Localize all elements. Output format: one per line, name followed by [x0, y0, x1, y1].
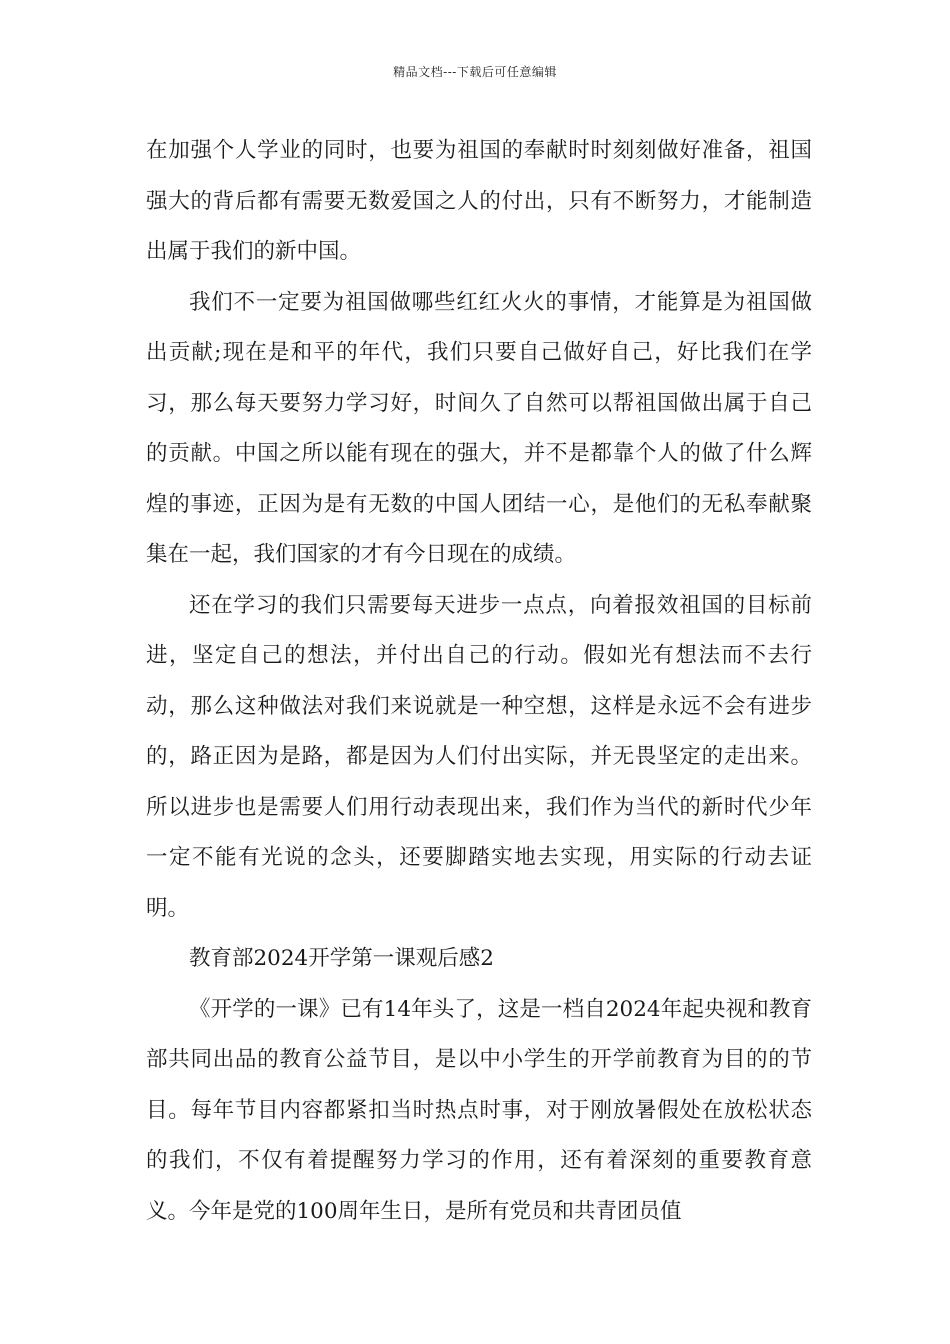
paragraph-1: 在加强个人学业的同时，也要为祖国的奉献时时刻刻做好准备，祖国强大的背后都有需要无数爱国之人的付出，只有不断努力，才能制造出属于我们的新中国。 — [146, 138, 812, 264]
section-heading: 教育部2024开学第一课观后感2 — [189, 946, 494, 971]
paragraph-3: 还在学习的我们只需要每天进步一点点，向着报效祖国的目标前进，坚定自己的想法，并付出自己的行动。假如光有想法而不去行动，那么这种做法对我们来说就是一种空想，这样是永远不会有进步的，路正因为是路，都是因为人们付出实际，并无畏坚定的走出来。所以进步也是需要人们用行动表现出来，我们作为当代的新时代少年一定不能有光说的念头，还要脚踏实地去实现，用实际的行动去证明。 — [146, 592, 812, 921]
section-paragraph-1: 《开学的一课》已有14年头了，这是一档自2024年起央视和教育部共同出品的教育公益节目，是以中小学生的开学前教育为目的的节目。每年节目内容都紧扣当时热点时事，对于刚放暑假处在放松状态的我们，不仅有着提醒努力学习的作用，还有着深刻的重要教育意义。今年是党的100周年生日，是所有党员和共青团员值 — [146, 996, 812, 1224]
page-header: 精品文档---下载后可任意编辑 — [393, 65, 557, 79]
document-body — [146, 126, 812, 1237]
paragraph-2: 我们不一定要为祖国做哪些红红火火的事情，才能算是为祖国做出贡献;现在是和平的年代，我们只要自己做好自己，好比我们在学习，那么每天要努力学习好，时间久了自然可以帮祖国做出属于自己的贡献。中国之所以能有现在的强大，并不是都靠个人的做了什么辉煌的事迹，正因为是有无数的中国人团结一心，是他们的无私奉献聚集在一起，我们国家的才有今日现在的成绩。 — [146, 289, 812, 567]
